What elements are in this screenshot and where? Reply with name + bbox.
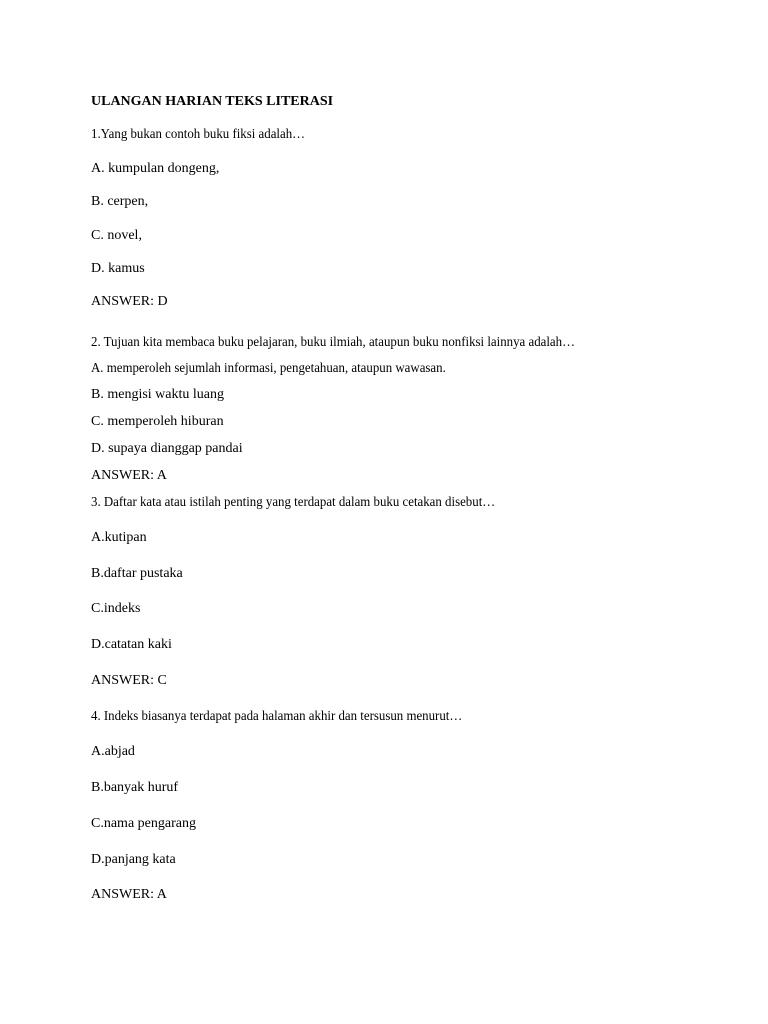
question-1-stem: 1.Yang bukan contoh buku fiksi adalah… (91, 127, 306, 142)
question-4-option-b: B.banyak huruf (91, 780, 179, 795)
question-2-answer: ANSWER: A (91, 468, 167, 483)
question-4-option-d: D.panjang kata (91, 852, 176, 867)
question-2-option-d: D. supaya dianggap pandai (91, 441, 243, 456)
question-1-option-c: C. novel, (91, 228, 142, 243)
question-2-option-b: B. mengisi waktu luang (91, 387, 224, 402)
question-3-option-a: A.kutipan (91, 530, 147, 545)
question-3-option-b: B.daftar pustaka (91, 566, 183, 581)
question-4-answer: ANSWER: A (91, 887, 167, 902)
question-3-option-d: D.catatan kaki (91, 637, 172, 652)
question-3-answer: ANSWER: C (91, 673, 167, 688)
question-4-option-a: A.abjad (91, 744, 135, 759)
question-2-option-c: C. memperoleh hiburan (91, 414, 224, 429)
question-1-option-a: A. kumpulan dongeng, (91, 161, 220, 176)
question-1-option-b: B. cerpen, (91, 194, 149, 209)
document-title: ULANGAN HARIAN TEKS LITERASI (91, 94, 334, 109)
question-1-option-d: D. kamus (91, 261, 145, 276)
question-2-option-a: A. memperoleh sejumlah informasi, pengetahuan, ataupun wawasan. (91, 361, 446, 376)
question-3-option-c: C.indeks (91, 601, 141, 616)
question-4-stem: 4. Indeks biasanya terdapat pada halaman akhir dan tersusun menurut… (91, 709, 463, 724)
question-4-option-c: C.nama pengarang (91, 816, 196, 831)
question-1-answer: ANSWER: D (91, 294, 168, 309)
question-2-stem: 2. Tujuan kita membaca buku pelajaran, buku ilmiah, ataupun buku nonfiksi lainnya adalah… (91, 335, 575, 350)
question-3-stem: 3. Daftar kata atau istilah penting yang terdapat dalam buku cetakan disebut… (91, 495, 496, 510)
